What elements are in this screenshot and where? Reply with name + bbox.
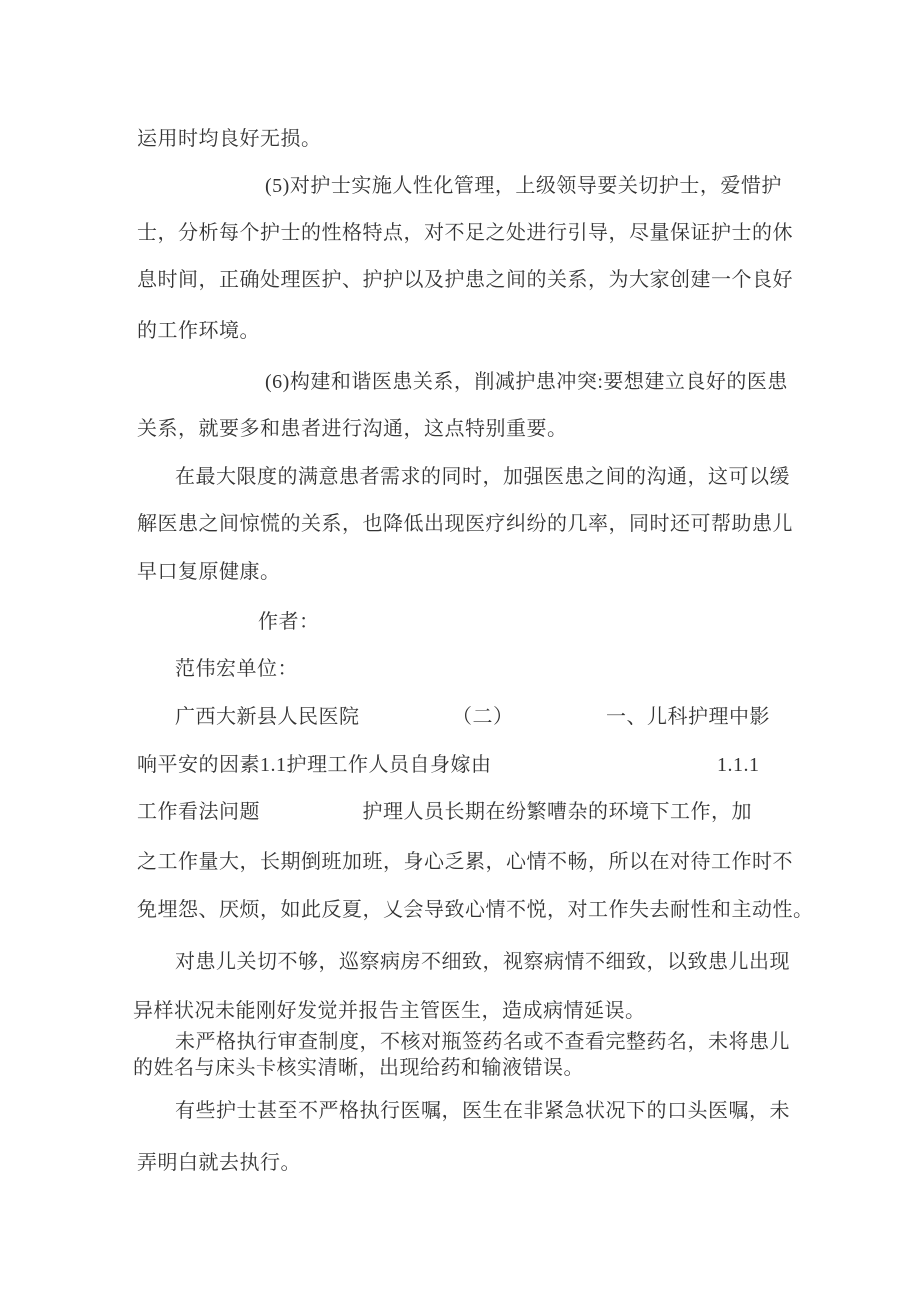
text-line-20: 未严格执行审查制度，不核对瓶签药名或不查看完整药名，未将患儿 (175, 1031, 790, 1053)
text-line-04: 息时间，正确处理医护、护护以及护患之间的关系，为大家创建一个良好 (137, 269, 793, 291)
text-line-10: 早口复原健康。 (137, 561, 281, 583)
text-line-01: 运用时均良好无损。 (137, 128, 322, 150)
text-line-14: 响平安的因素1.1护理工作人员自身嫁由 1.1.1 (137, 754, 760, 776)
text-line-18: 对患儿关切不够，巡察病房不细致，视察病情不细致，以致患儿出现 (175, 951, 790, 973)
text-line-17: 免埋怨、厌烦，如此反夏，乂会导致心情不悦，对工作失去耐性和主动性。 (137, 899, 814, 921)
text-line-23: 弄明白就去执行。 (137, 1152, 301, 1174)
text-line-13: 广西大新县人民医院 （二） 一、儿科护理中影 (175, 706, 770, 728)
text-line-06: (6)构建和谐医患关系，削减护患冲突:要想建立良好的医患 (265, 371, 788, 393)
text-line-22: 有些护士甚至不严格执行医嘱，医生在非紧急状况下的口头医嘱，未 (175, 1100, 790, 1122)
text-line-07: 关系，就要多和患者进行沟通，这点特别重要。 (137, 418, 568, 440)
text-line-08: 在最大限度的满意患者需求的同时，加强医患之间的沟通，这可以缓 (175, 466, 790, 488)
text-line-12: 范伟宏单位： (175, 658, 298, 680)
text-line-19: 异样状况未能刚好发觉并报告主管医生，造成病情延误。 (133, 1000, 646, 1022)
text-line-02: (5)对护士实施人性化管理，上级领导要关切护士，爱惜护 (265, 175, 782, 197)
text-line-05: 的工作环境。 (137, 320, 260, 342)
text-line-11: 作者： (258, 611, 320, 633)
text-line-15: 工作看法问题 护理人员长期在纷繁嘈杂的环境下工作，加 (137, 801, 752, 823)
text-line-16: 之工作量大，长期倒班加班，身心乏累，心情不畅，所以在对待工作时不 (137, 851, 793, 873)
text-line-03: 士，分析每个护士的性格特点，对不足之处进行引导，尽量保证护士的休 (137, 222, 793, 244)
text-line-09: 解医患之间惊慌的关系，也降低出现医疗纠纷的几率，同时还可帮助患儿 (137, 513, 793, 535)
text-line-21: 的姓名与床头卡核实清晰，出现给药和输液错误。 (133, 1057, 584, 1079)
